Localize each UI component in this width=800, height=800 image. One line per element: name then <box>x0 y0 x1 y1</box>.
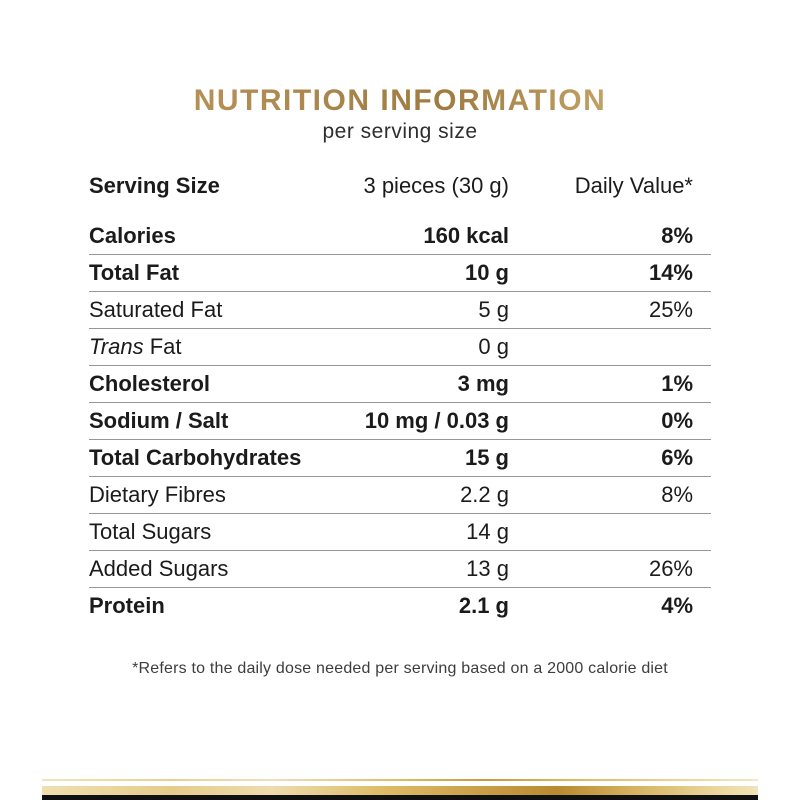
nutrient-daily-value: 4% <box>661 593 693 618</box>
table-header-row <box>89 166 711 206</box>
nutrient-daily-value: 1% <box>661 371 693 396</box>
nutrient-label: Added Sugars <box>89 556 229 581</box>
nutrient-label: Total Fat <box>89 260 180 285</box>
nutrient-label <box>89 334 329 360</box>
nutrient-amount: 5 g <box>478 297 509 322</box>
nutrient-daily-value: 26% <box>648 556 693 581</box>
nutrient-label: Saturated Fat <box>89 297 223 322</box>
black-bar <box>42 795 758 800</box>
nutrient-label: Cholesterol <box>89 371 211 396</box>
serving-size-label: Serving Size <box>89 173 220 198</box>
table-row-added-sugars <box>89 551 711 588</box>
serving-size-value: 3 pieces (30 g) <box>363 173 509 198</box>
nutrient-label: Total Carbohydrates <box>89 445 302 470</box>
table-row-dietary-fibres <box>89 477 711 514</box>
table-row-trans-fat <box>89 329 711 366</box>
nutrient-amount: 2.1 g <box>458 593 509 618</box>
nutrient-daily-value: 6% <box>661 445 693 470</box>
nutrient-amount: 13 g <box>466 556 509 581</box>
table-body <box>89 218 711 624</box>
daily-value-footnote: *Refers to the daily dose needed per serving based on a 2000 calorie diet <box>132 660 668 677</box>
nutrition-label <box>0 86 800 800</box>
nutrient-amount: 14 g <box>466 519 509 544</box>
nutrient-amount: 15 g <box>464 445 509 470</box>
nutrient-amount: 160 kcal <box>423 223 509 248</box>
nutrient-amount: 3 mg <box>457 371 509 396</box>
page-subtitle: per serving size <box>322 120 478 143</box>
nutrient-amount: 10 mg / 0.03 g <box>364 408 509 433</box>
nutrient-label: Dietary Fibres <box>89 482 226 507</box>
page-title: NUTRITION INFORMATION <box>0 86 800 116</box>
table-row-cholesterol <box>89 366 711 403</box>
nutrient-amount: 10 g <box>464 260 509 285</box>
table-row-total-sugars <box>89 514 711 551</box>
table-row-protein <box>89 588 711 624</box>
nutrient-daily-value: 0% <box>661 408 693 433</box>
nutrition-table <box>89 166 711 624</box>
table-row-saturated-fat <box>89 292 711 329</box>
nutrient-label: Total Sugars <box>89 519 212 544</box>
table-row-total-carbohydrates <box>89 440 711 477</box>
trans-rest: Fat <box>143 334 182 359</box>
table-row-sodium-salt <box>89 403 711 440</box>
trans-italic: Trans <box>89 334 144 359</box>
nutrient-daily-value: 14% <box>648 260 693 285</box>
nutrient-amount: 0 g <box>478 334 509 359</box>
nutrient-daily-value: 25% <box>648 297 693 322</box>
nutrient-daily-value: 8% <box>661 223 693 248</box>
nutrient-daily-value: 8% <box>661 482 693 507</box>
gold-bar <box>42 786 758 795</box>
nutrient-label: Protein <box>89 593 165 618</box>
nutrient-amount: 2.2 g <box>460 482 509 507</box>
table-row-total-fat <box>89 255 711 292</box>
footer-bars <box>42 779 758 800</box>
nutrient-label: Sodium / Salt <box>89 408 229 433</box>
nutrient-label: Calories <box>89 223 176 248</box>
daily-value-header: Daily Value* <box>574 173 693 198</box>
table-row-calories <box>89 218 711 255</box>
